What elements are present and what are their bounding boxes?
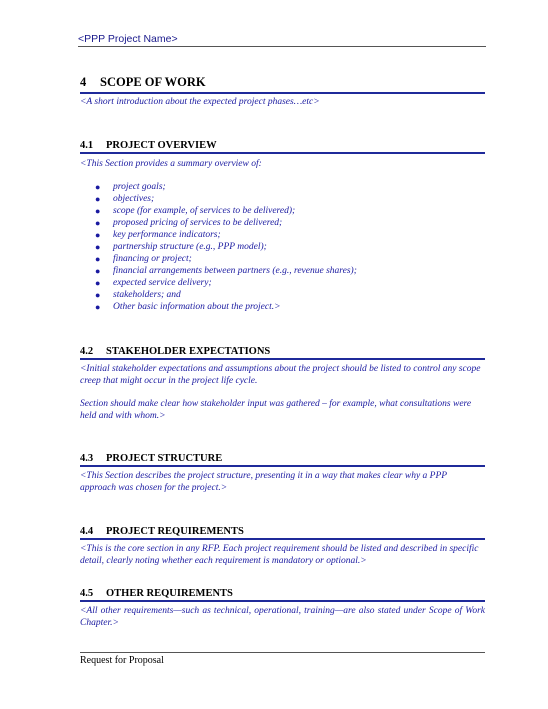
list-item: ● proposed pricing of services to be delivered; — [95, 218, 283, 228]
section-4-5-para: <All other requirements—such as technical, operational, training—are also stated under Scope of Work Chapter.> — [80, 606, 485, 628]
section-4-1-intro: <This Section provides a summary overview of: — [80, 159, 262, 169]
list-item: ● project goals; — [95, 182, 166, 192]
section-number: 4.1 — [80, 140, 94, 151]
section-4-3-para: <This Section describes the project structure, presenting it in a way that makes clear why a PPP approach was chosen for the project.> — [80, 471, 447, 493]
section-4-3-heading — [80, 453, 485, 467]
section-number: 4.2 — [80, 346, 94, 357]
bullet-icon: ● — [95, 230, 101, 240]
section-4-4-heading — [80, 526, 485, 540]
list-item: ● scope (for example, of services to be delivered); — [95, 206, 296, 216]
list-item: ● financing or project; — [95, 254, 192, 264]
list-item: ● key performance indicators; — [95, 230, 221, 240]
section-4-intro: <A short introduction about the expected project phases…etc> — [80, 97, 320, 107]
section-number: 4.3 — [80, 453, 94, 464]
bullet-icon: ● — [95, 266, 101, 276]
bullet-icon: ● — [95, 302, 101, 312]
section-4-heading — [80, 75, 485, 94]
section-title: PROJECT STRUCTURE — [106, 453, 223, 464]
list-item: ● Other basic information about the project.> — [95, 302, 281, 312]
bullet-icon: ● — [95, 218, 101, 228]
list-item: ● stakeholders; and — [95, 290, 181, 300]
bullet-icon: ● — [95, 242, 101, 252]
section-title: OTHER REQUIREMENTS — [106, 588, 233, 599]
bullet-icon: ● — [95, 194, 101, 204]
running-header: <PPP Project Name> — [78, 33, 178, 45]
section-4-2-para-1: <Initial stakeholder expectations and assumptions about the project should be listed to control any scope creep that might occur in the project life cycle. — [80, 364, 481, 386]
overview-bullet-list — [80, 181, 485, 313]
bullet-icon: ● — [95, 278, 101, 288]
section-number: 4 — [80, 75, 87, 89]
section-4-2-heading — [80, 346, 485, 360]
bullet-icon: ● — [95, 290, 101, 300]
section-number: 4.5 — [80, 588, 94, 599]
list-item: ● objectives; — [95, 194, 155, 204]
section-title: STAKEHOLDER EXPECTATIONS — [106, 346, 271, 357]
header-divider — [78, 46, 486, 47]
list-item: ● partnership structure (e.g., PPP model); — [95, 242, 267, 252]
section-title: PROJECT OVERVIEW — [106, 140, 217, 151]
section-title: SCOPE OF WORK — [100, 75, 206, 89]
bullet-icon: ● — [95, 206, 101, 216]
section-number: 4.4 — [80, 526, 94, 537]
section-title: PROJECT REQUIREMENTS — [106, 526, 244, 537]
running-footer: Request for Proposal — [80, 655, 164, 666]
footer-divider — [80, 652, 485, 653]
section-4-5-heading — [80, 588, 485, 602]
bullet-icon: ● — [95, 182, 101, 192]
section-4-4-para: <This is the core section in any RFP. Each project requirement should be listed and described in specific detail, clearly noting whether each requirement is mandatory or optional.> — [80, 544, 479, 566]
list-item: ● expected service delivery; — [95, 278, 212, 288]
bullet-icon: ● — [95, 254, 101, 264]
list-item: ● financial arrangements between partners (e.g., revenue shares); — [95, 266, 357, 276]
section-4-2-para-2: Section should make clear how stakeholder input was gathered – for example, what consultations were held and with whom.> — [80, 399, 472, 421]
section-4-1-heading — [80, 140, 485, 154]
